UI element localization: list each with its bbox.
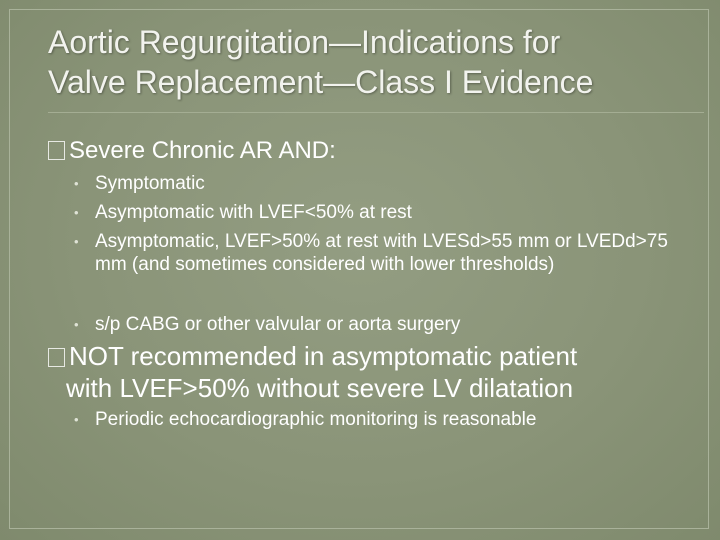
title-line-2: Valve Replacement—Class I Evidence bbox=[48, 64, 594, 100]
sub-bullet-prior-surgery bbox=[74, 313, 694, 336]
sub-bullet-asymptomatic-dimensions bbox=[74, 230, 694, 276]
bullet-not-recommended bbox=[48, 340, 577, 404]
hollow-square-bullet-icon bbox=[48, 141, 65, 160]
sub-bullet-text: Asymptomatic with LVEF<50% at rest bbox=[95, 202, 412, 223]
title-line-1: Aortic Regurgitation—Indications for bbox=[48, 24, 561, 60]
bullet-severe-chronic-ar bbox=[48, 136, 336, 166]
sub-bullet-asymptomatic-lvef bbox=[74, 201, 694, 224]
sub-bullet-symptomatic bbox=[74, 172, 694, 195]
bullet-line-2: with LVEF>50% without severe LV dilatation bbox=[66, 373, 574, 403]
dot-bullet-icon: • bbox=[74, 176, 79, 191]
title-divider bbox=[48, 112, 704, 113]
dot-bullet-icon: • bbox=[74, 412, 79, 427]
slide-title bbox=[48, 22, 688, 102]
bullet-text: Severe Chronic AR AND: bbox=[69, 137, 336, 164]
dot-bullet-icon: • bbox=[74, 317, 79, 332]
sub-bullet-text: Periodic echocardiographic monitoring is reasonable bbox=[95, 409, 537, 430]
hollow-square-bullet-icon bbox=[48, 348, 65, 367]
bullet-line-1: NOT recommended in asymptomatic patient bbox=[69, 341, 578, 371]
sub-bullet-text: s/p CABG or other valvular or aorta surgery bbox=[95, 314, 461, 335]
sub-bullet-text: Asymptomatic, LVEF>50% at rest with LVESd>55 mm or LVEDd>75 mm (and sometimes considered with lower thresholds) bbox=[95, 231, 668, 275]
sub-bullet-text: Symptomatic bbox=[95, 173, 205, 194]
dot-bullet-icon: • bbox=[74, 205, 79, 220]
sub-bullet-periodic-monitoring bbox=[74, 408, 694, 431]
dot-bullet-icon: • bbox=[74, 234, 79, 249]
